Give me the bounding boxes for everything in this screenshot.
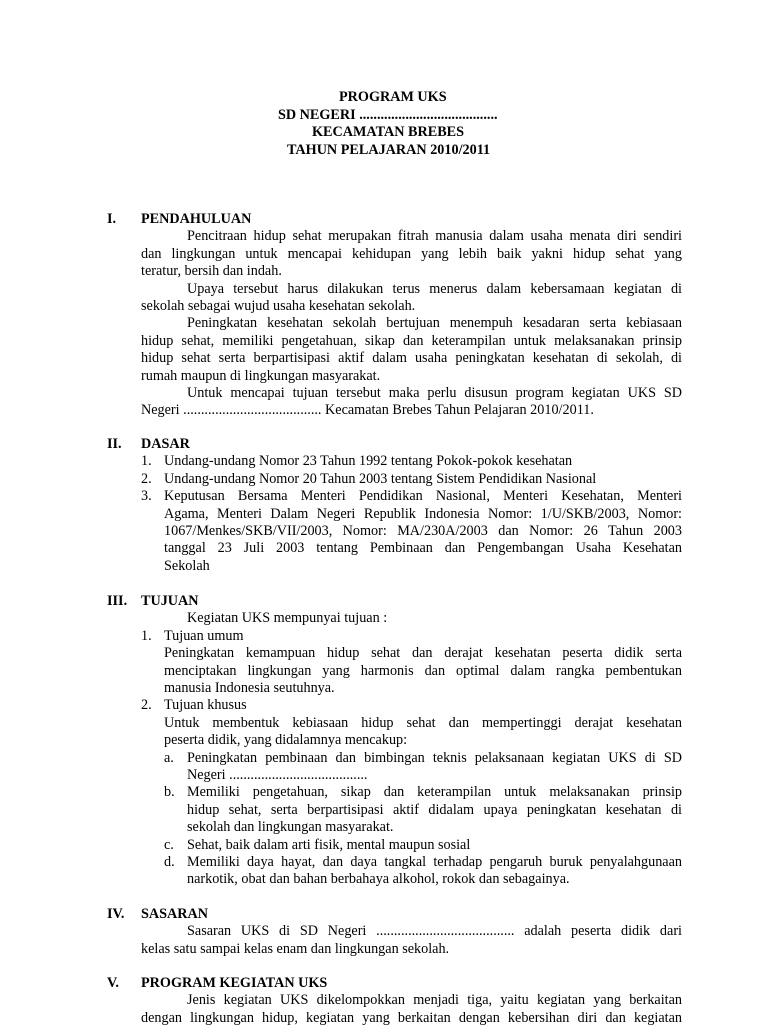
section-heading	[0, 906, 768, 923]
section-pendahuluan	[0, 211, 768, 420]
tujuan-intro: Kegiatan UKS mempunyai tujuan :	[187, 610, 388, 627]
list-item: 2. Tujuan khusus Untuk membentuk kebiasaan hidup sehat dan mempertinggi derajat kesehatan peserta didik, yang didalamnya mencakup:	[141, 697, 682, 749]
list-item: 2. Undang-undang Nomor 20 Tahun 2003 tentang Sistem Pendidikan Nasional	[141, 470, 597, 487]
header-year: TAHUN PELAJARAN 2010/2011	[287, 141, 491, 158]
document-header	[0, 89, 768, 159]
sub-item: c. Sehat, baik dalam arti fisik, mental maupun sosial	[164, 836, 471, 853]
section-number: IV.	[107, 906, 125, 922]
section-number: III.	[107, 593, 128, 609]
paragraph: Upaya tersebut harus dilakukan terus menerus dalam kebersamaan kegiatan di sekolah sebagai wujud usaha kesehatan sekolah.	[141, 280, 682, 315]
paragraph: Untuk mencapai tujuan tersebut maka perlu disusun program kegiatan UKS SD Negeri ....................................... Kecamatan Brebes Tahun Pelajaran 2010/2011.	[141, 385, 682, 419]
section-heading	[0, 211, 768, 228]
sub-item: d. Memiliki daya hayat, dan daya tangkal terhadap pengaruh buruk penyalahgunaan narkotik, obat dan bahan berbahaya alkohol, rokok dan sebagainya.	[164, 854, 682, 888]
list-item: 3. Keputusan Bersama Menteri Pendidikan Nasional, Menteri Kesehatan, Menteri Agama, Menteri Dalam Negeri Republik Indonesia Nomor: 1/U/SKB/2003, Nomor: 1067/Menkes/SKB/VII/2003, Nomor: MA/230A/2003 dan Nomor: 26 Tahun 2003 tanggal 23 Juli 2003 tentang Pembinaan dan Pengembangan Usaha Kesehatan Sekolah	[141, 488, 682, 574]
section-dasar	[0, 436, 768, 575]
header-district: KECAMATAN BREBES	[312, 124, 465, 140]
section-number: V.	[107, 975, 119, 991]
section-heading	[0, 593, 768, 610]
section-title: PENDAHULUAN	[141, 211, 252, 227]
paragraph: Pencitraan hidup sehat merupakan fitrah manusia dalam usaha menata diri sendiri dan lingkungan untuk mencapai kehidupan yang lebih baik yakni hidup sehat yang teratur, bersih dan indah.	[141, 228, 682, 280]
sub-item: a. Peningkatan pembinaan dan bimbingan teknis pelaksanaan kegiatan UKS di SD Negeri .......................................	[164, 749, 682, 784]
section-title: DASAR	[141, 436, 190, 452]
section-title: SASARAN	[141, 906, 209, 922]
sub-item: b. Memiliki pengetahuan, sikap dan keterampilan untuk melaksanakan prinsip hidup sehat, serta berpartisipasi aktif didalam upaya peningkatan kesehatan di sekolah dan lingkungan masyarakat.	[164, 784, 682, 836]
tujuan-khusus-title: Tujuan khusus	[164, 697, 247, 714]
section-heading	[0, 436, 768, 453]
section-number: I.	[107, 211, 117, 227]
section-sasaran	[0, 906, 768, 958]
section-title: PROGRAM KEGIATAN UKS	[141, 975, 328, 991]
header-title: PROGRAM UKS	[339, 89, 447, 105]
section-number: II.	[107, 436, 122, 452]
paragraph: Peningkatan kesehatan sekolah bertujuan menempuh kesadaran serta kebiasaan hidup sehat, memiliki pengetahuan, sikap dan keterampilan untuk melaksanakan prinsip hidup sehat serta berpartisipasi aktif dalam usaha peningkatan kesehatan di sekolah, di rumah maupun di lingkungan masyarakat.	[141, 315, 682, 384]
list-item: 1. Tujuan umum Peningkatan kemampuan hidup sehat dan derajat kesehatan peserta didik serta menciptakan lingkungan yang harmonis dan optimal dalam rangka pembentukan manusia Indonesia seutuhnya.	[141, 627, 682, 697]
section-heading	[0, 975, 768, 992]
section-title: TUJUAN	[141, 593, 199, 609]
section-program-kegiatan	[0, 975, 768, 1027]
header-school: SD NEGERI .......................................	[278, 106, 498, 123]
list-item: 1. Undang-undang Nomor 23 Tahun 1992 tentang Pokok-pokok kesehatan	[141, 453, 573, 470]
paragraph: Jenis kegiatan UKS dikelompokkan menjadi tiga, yaitu kegiatan yang berkaitan dengan lingkungan hidup, kegiatan yang berkaitan dengan kebersihan diri dan kegiatan	[141, 992, 682, 1026]
paragraph: Sasaran UKS di SD Negeri ....................................... adalah peserta didik dari kelas satu sampai kelas enam dan lingkungan sekolah.	[141, 923, 682, 957]
tujuan-umum-title: Tujuan umum	[164, 627, 244, 644]
section-tujuan	[0, 593, 768, 889]
